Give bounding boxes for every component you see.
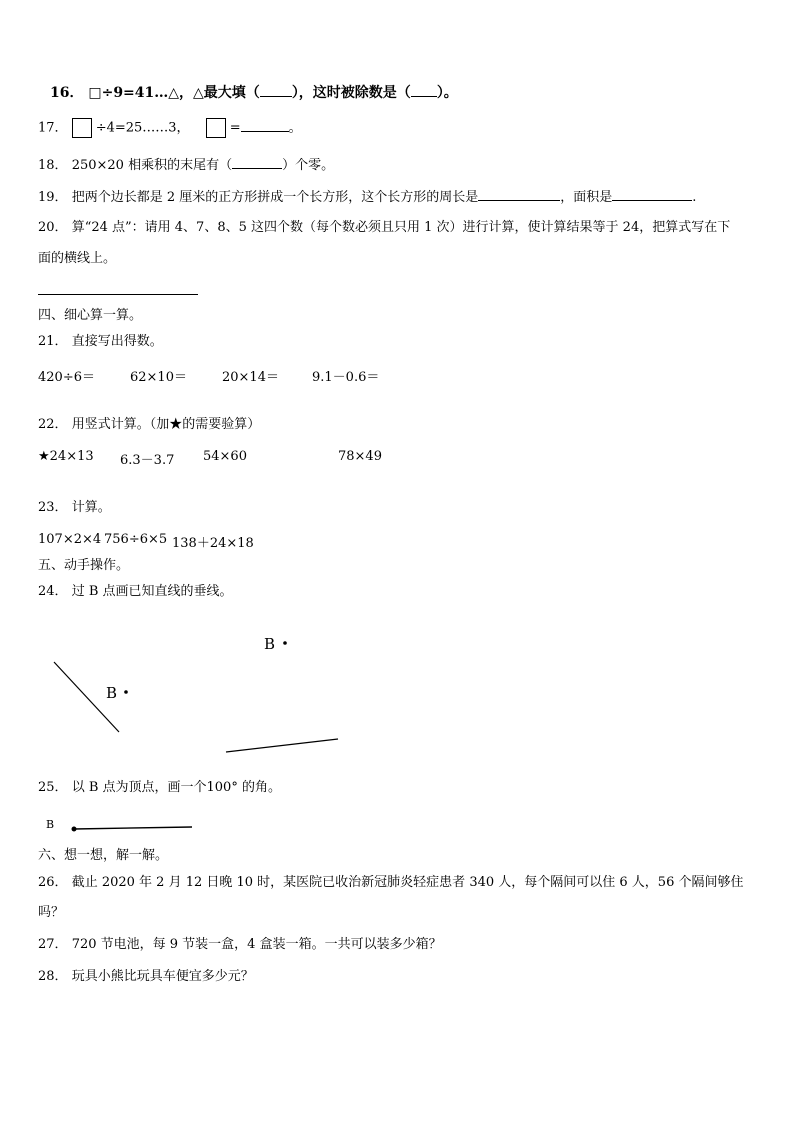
question-text: □÷9=41…△，△最大填（ bbox=[88, 85, 260, 101]
question-text: 吗？ bbox=[38, 905, 65, 920]
question-text: 250×20 相乘积的末尾有（ bbox=[71, 158, 233, 173]
question-text: 用竖式计算。（加★的需要验算） bbox=[71, 417, 261, 432]
question-text: 把两个边长都是 2 厘米的正方形拼成一个长方形，这个长方形的周长是 bbox=[71, 190, 479, 205]
calc-item: 756÷6×5 bbox=[104, 532, 168, 547]
question-number: 28． bbox=[38, 969, 68, 984]
calc-item: 9.1－0.6＝ bbox=[312, 370, 380, 385]
calc-item: 20×14＝ bbox=[222, 370, 279, 385]
given-line-2 bbox=[226, 739, 338, 752]
question-text: 计算。 bbox=[71, 500, 111, 515]
question-number: 25． bbox=[38, 780, 68, 795]
question-text: 以 B 点为顶点，画一个100° 的角。 bbox=[71, 780, 281, 795]
point-b-2[interactable] bbox=[283, 641, 287, 645]
question-text: 玩具小熊比玩具车便宜多少元？ bbox=[71, 969, 254, 984]
given-ray bbox=[74, 827, 192, 829]
vertex-b[interactable] bbox=[72, 827, 77, 832]
section-4-title: 四、细心算一算。 bbox=[38, 308, 143, 323]
question-number: 26． bbox=[38, 875, 68, 890]
question-text: ），这时被除数是（ bbox=[291, 85, 411, 101]
section-6-title: 六、想一想，解一解。 bbox=[38, 848, 169, 863]
question-text: 720 节电池，每 9 节装一盒，4 盒装一箱。一共可以装多少箱？ bbox=[71, 937, 442, 952]
question-text: . bbox=[692, 190, 697, 205]
question-26 bbox=[38, 875, 743, 891]
question-number: 17． bbox=[38, 120, 68, 136]
section-5-title: 五、动手操作。 bbox=[38, 558, 130, 573]
question-text: 直接写出得数。 bbox=[71, 334, 163, 349]
point-b-1[interactable] bbox=[124, 690, 128, 694]
point-label-b: B bbox=[46, 818, 55, 831]
question-number: 22． bbox=[38, 417, 68, 432]
calc-item: 62×10＝ bbox=[130, 370, 187, 385]
question-text: ，面积是 bbox=[560, 190, 613, 205]
calc-item: ★24×13 bbox=[38, 449, 94, 464]
question-text: 截止 2020 年 2 月 12 日晚 10 时，某医院已收治新冠肺炎轻症患者 340 人，每个隔间可以住 6 人，56 个隔间够住 bbox=[71, 875, 744, 890]
question-number: 27． bbox=[38, 937, 68, 952]
calc-item: 420÷6＝ bbox=[38, 370, 95, 385]
question-28 bbox=[38, 969, 254, 985]
question-26-continued bbox=[38, 905, 64, 921]
question-number: 24． bbox=[38, 584, 68, 599]
question-text: 面的横线上。 bbox=[38, 251, 117, 266]
point-label-b: B bbox=[106, 684, 118, 702]
question-text: ÷4=25……3， bbox=[95, 120, 190, 136]
question-text: ）。 bbox=[436, 85, 458, 101]
calc-item: 107×2×4 bbox=[38, 532, 102, 547]
question-27 bbox=[38, 937, 442, 953]
question-number: 20． bbox=[38, 220, 68, 235]
calc-item: 6.3－3.7 bbox=[120, 453, 175, 468]
question-number: 18． bbox=[38, 158, 68, 173]
question-number: 23． bbox=[38, 500, 68, 515]
calc-item: 138＋24×18 bbox=[172, 536, 254, 551]
question-text: = bbox=[229, 120, 241, 136]
question-number: 21． bbox=[38, 334, 68, 349]
point-label-b: B bbox=[264, 635, 276, 653]
calc-item: 78×49 bbox=[338, 449, 382, 464]
question-text: ）个零。 bbox=[282, 158, 335, 173]
question-number: 19． bbox=[38, 190, 68, 205]
calc-item: 54×60 bbox=[203, 449, 247, 464]
question-text: 。 bbox=[288, 120, 302, 136]
question-number: 16． bbox=[50, 85, 84, 101]
question-text: 过 B 点画已知直线的垂线。 bbox=[71, 584, 233, 599]
question-text: 算“24 点”：请用 4、7、8、5 这四个数（每个数必须且只用 1 次）进行计算，使计算结果等于 24，把算式写在下 bbox=[71, 220, 731, 235]
question-25 bbox=[38, 780, 281, 796]
